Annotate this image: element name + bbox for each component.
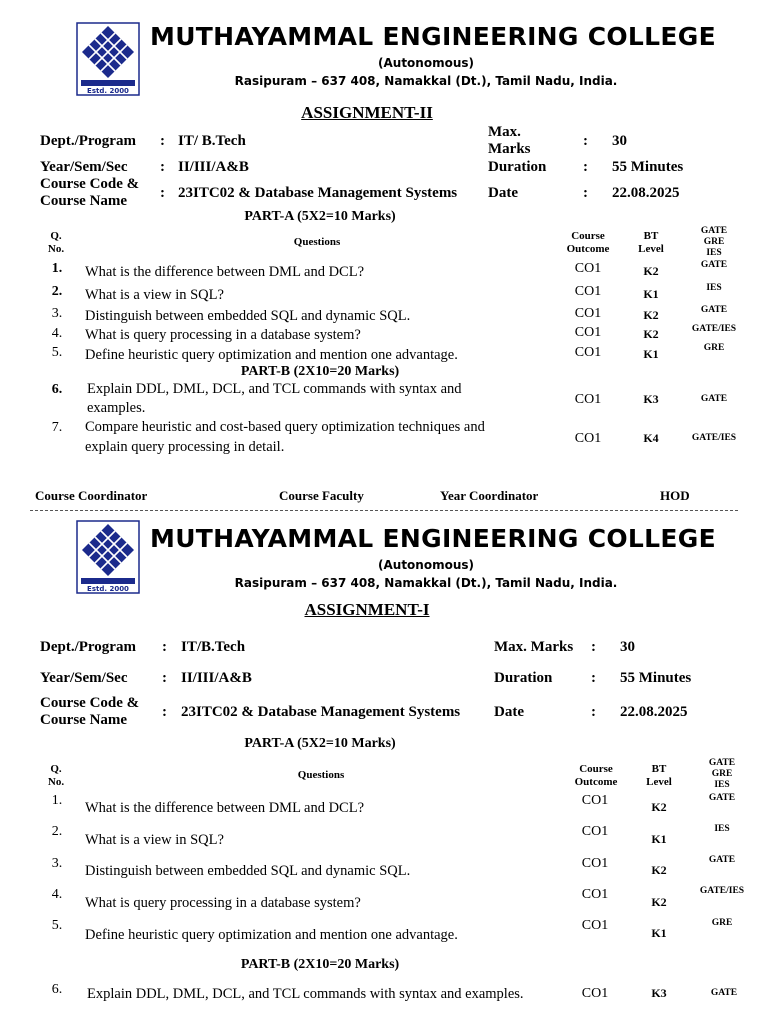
course-outcome: CO1: [581, 824, 609, 839]
question-text: Explain DDL, DML, DCL, and TCL commands with syntax and examples.: [87, 986, 524, 1002]
colon: :: [591, 670, 596, 686]
exam-header: GATE GRE IES: [708, 758, 736, 790]
exam-tag: GATE: [708, 793, 736, 803]
dept-value: IT/ B.Tech: [178, 133, 246, 149]
part-a-heading: PART-A (5X2=10 Marks): [244, 209, 396, 224]
course-outcome: CO1: [581, 918, 609, 933]
exam-tag: GATE/IES: [699, 886, 745, 896]
colon: :: [583, 133, 588, 149]
colon: :: [160, 185, 165, 201]
college-header: [72, 20, 722, 102]
question-text: What is a view in SQL?: [85, 287, 224, 303]
exam-tag: GATE: [708, 855, 736, 865]
bt-level: K4: [643, 431, 659, 445]
exam-tag: GATE: [700, 260, 728, 270]
course-label-2: Course Name: [40, 193, 128, 209]
qno-header: Q. No.: [47, 763, 65, 788]
bt-level: K2: [643, 327, 659, 341]
exam-tag: GATE: [710, 988, 738, 998]
dept-label: Dept./Program: [40, 133, 136, 149]
exam-tag: GRE: [703, 343, 725, 353]
colon: :: [160, 159, 165, 175]
question-number: 2.: [51, 824, 63, 839]
question-text: What is the difference between DML and DCL?: [85, 800, 365, 816]
bt-level: K2: [651, 895, 667, 909]
course-outcome: CO1: [574, 345, 602, 360]
college-name: MUTHAYAMMAL ENGINEERING COLLEGE: [150, 524, 716, 553]
part-b-heading: PART-B (2X10=20 Marks): [240, 364, 400, 379]
course-outcome: CO1: [574, 431, 602, 446]
questions-header: Questions: [297, 769, 345, 781]
college-header: [72, 518, 722, 600]
year-coordinator-label: Year Coordinator: [440, 488, 539, 503]
estd-text: Estd. 2000: [87, 87, 129, 95]
college-name: MUTHAYAMMAL ENGINEERING COLLEGE: [150, 22, 716, 51]
exam-tag: GRE: [711, 918, 733, 928]
course-label-1: Course Code &: [40, 695, 140, 711]
college-address: Rasipuram – 637 408, Namakkal (Dt.), Tamil Nadu, India.: [234, 576, 618, 590]
assignment-title: ASSIGNMENT-I: [304, 600, 430, 619]
college-logo-icon: [76, 22, 140, 96]
question-text: Define heuristic query optimization and mention one advantage.: [85, 347, 458, 363]
bt-level: K1: [651, 832, 667, 846]
duration-label: Duration: [488, 159, 547, 175]
bt-level: K1: [643, 347, 659, 361]
date-label: Date: [488, 185, 518, 201]
question-text-line-2: examples.: [87, 400, 146, 416]
bt-level: K2: [651, 800, 667, 814]
duration-label: Duration: [494, 670, 553, 686]
duration-value: 55 Minutes: [620, 670, 692, 686]
course-outcome: CO1: [581, 986, 609, 1001]
question-number: 7.: [51, 420, 63, 435]
course-outcome: CO1: [574, 392, 602, 407]
question-text: Distinguish between embedded SQL and dynamic SQL.: [85, 308, 411, 324]
date-label: Date: [494, 704, 524, 720]
exam-tag: GATE/IES: [691, 433, 737, 443]
course-label-1: Course Code &: [40, 176, 140, 192]
question-number: 3.: [51, 306, 63, 321]
exam-tag: GATE/IES: [691, 324, 737, 334]
dept-label: Dept./Program: [40, 639, 136, 655]
question-text-line-1: Compare heuristic and cost-based query optimization techniques and: [85, 419, 485, 435]
exam-tag: IES: [706, 283, 722, 293]
duration-value: 55 Minutes: [612, 159, 684, 175]
assignment-title: ASSIGNMENT-II: [301, 103, 433, 122]
question-number: 1.: [51, 793, 63, 808]
max-marks-label-1: Max.: [488, 124, 521, 140]
question-number: 5.: [51, 918, 63, 933]
colon: :: [162, 639, 167, 655]
question-number: 4.: [51, 326, 63, 341]
college-logo-icon: [76, 520, 140, 594]
question-text: What is the difference between DML and DCL?: [85, 264, 365, 280]
course-outcome: CO1: [574, 325, 602, 340]
question-text: What is query processing in a database system?: [85, 327, 361, 343]
college-autonomous: (Autonomous): [378, 558, 474, 572]
bt-level: K3: [651, 986, 667, 1000]
exam-header: GATE GRE IES: [700, 226, 728, 258]
bt-level: K1: [651, 926, 667, 940]
bt-level: K2: [643, 308, 659, 322]
question-text: What is query processing in a database system?: [85, 895, 361, 911]
course-label-2: Course Name: [40, 712, 128, 728]
max-marks-label-2: Marks: [488, 141, 531, 157]
date-value: 22.08.2025: [612, 185, 680, 201]
course-outcome: CO1: [581, 793, 609, 808]
question-text: Distinguish between embedded SQL and dynamic SQL.: [85, 863, 411, 879]
year-value: II/III/A&B: [178, 159, 249, 175]
course-outcome: CO1: [574, 261, 602, 276]
hod-label: HOD: [660, 488, 690, 503]
bt-level: K2: [651, 863, 667, 877]
year-label: Year/Sem/Sec: [40, 159, 128, 175]
questions-header: Questions: [293, 236, 341, 248]
course-value: 23ITC02 & Database Management Systems: [181, 704, 461, 720]
question-number: 6.: [51, 982, 63, 997]
question-text-line-1: Explain DDL, DML, DCL, and TCL commands with syntax and: [87, 381, 462, 397]
year-value: II/III/A&B: [181, 670, 252, 686]
exam-tag: GATE: [700, 394, 728, 404]
bt-level: K1: [643, 287, 659, 301]
course-outcome: CO1: [581, 887, 609, 902]
colon: :: [162, 670, 167, 686]
course-coordinator-label: Course Coordinator: [35, 488, 148, 503]
cut-line-divider: [30, 510, 738, 511]
course-outcome: CO1: [574, 306, 602, 321]
question-number: 4.: [51, 887, 63, 902]
colon: :: [591, 639, 596, 655]
question-number: 5.: [51, 345, 63, 360]
max-marks-label: Max. Marks: [494, 639, 574, 655]
co-header: Course Outcome: [566, 230, 610, 255]
exam-tag: IES: [714, 824, 730, 834]
bt-header: BT Level: [646, 763, 672, 788]
bt-level: K2: [643, 264, 659, 278]
max-marks-value: 30: [620, 639, 635, 655]
max-marks-value: 30: [612, 133, 627, 149]
colon: :: [591, 704, 596, 720]
colon: :: [160, 133, 165, 149]
year-label: Year/Sem/Sec: [40, 670, 128, 686]
bt-header: BT Level: [638, 230, 664, 255]
question-text: What is a view in SQL?: [85, 832, 224, 848]
part-a-heading: PART-A (5X2=10 Marks): [244, 736, 396, 751]
course-faculty-label: Course Faculty: [279, 488, 364, 503]
dept-value: IT/B.Tech: [181, 639, 246, 655]
question-number: 6.: [51, 382, 63, 397]
college-autonomous: (Autonomous): [378, 56, 474, 70]
question-text: Define heuristic query optimization and mention one advantage.: [85, 927, 458, 943]
bt-level: K3: [643, 392, 659, 406]
estd-text: Estd. 2000: [87, 585, 129, 593]
date-value: 22.08.2025: [620, 704, 688, 720]
co-header: Course Outcome: [574, 763, 618, 788]
qno-header: Q. No.: [47, 230, 65, 255]
question-number: 3.: [51, 856, 63, 871]
question-number: 2.: [51, 284, 63, 299]
question-number: 1.: [51, 261, 63, 276]
course-outcome: CO1: [581, 856, 609, 871]
colon: :: [583, 159, 588, 175]
course-outcome: CO1: [574, 284, 602, 299]
college-address: Rasipuram – 637 408, Namakkal (Dt.), Tamil Nadu, India.: [234, 74, 618, 88]
course-value: 23ITC02 & Database Management Systems: [178, 185, 458, 201]
colon: :: [162, 704, 167, 720]
part-b-heading: PART-B (2X10=20 Marks): [240, 957, 400, 972]
colon: :: [583, 185, 588, 201]
exam-tag: GATE: [700, 305, 728, 315]
question-text-line-2: explain query processing in detail.: [85, 439, 285, 455]
